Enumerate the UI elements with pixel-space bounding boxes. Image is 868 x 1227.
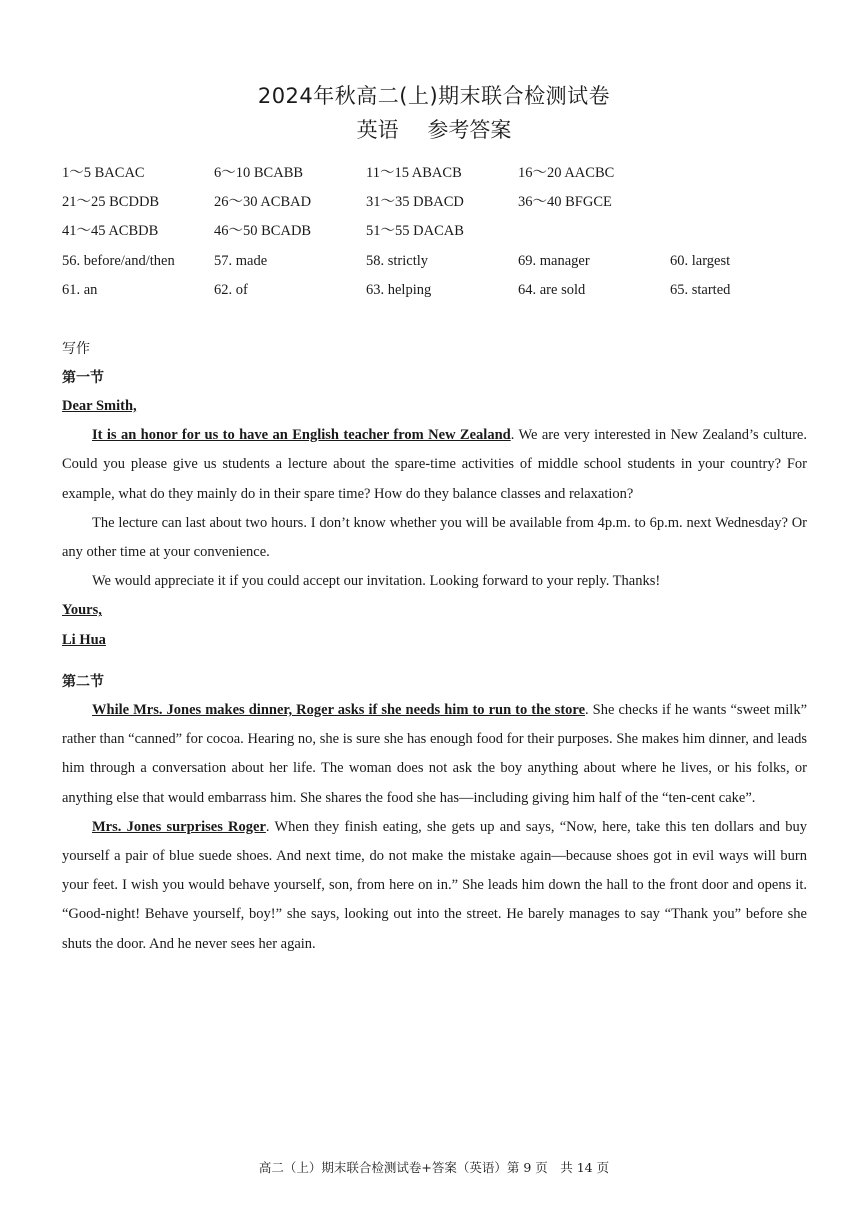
answer-row xyxy=(62,279,822,308)
letter-essay xyxy=(62,392,807,655)
story-paragraph-2-opening: Mrs. Jones surprises Roger xyxy=(92,818,266,835)
answer-cell: 21～25 BCDDB xyxy=(62,194,160,211)
story-paragraph-1 xyxy=(62,696,807,813)
story-paragraph-2-body: . When they finish eating, she gets up and says, “Now, here, take this ten dollars and buy yourself a pair of blue suede shoes. And next time, do not make the mistake again—because shoes got in evil ways will burn your feet. I wish you would behave yourself, son, from here on in.” She leads him down the hall to the front door and opens it. “Good-night! Behave yourself, boy!” she says, looking out into the street. He barely manages to say “Thank you” before she shuts the door. And he never sees her again. xyxy=(62,818,807,952)
answer-cell xyxy=(670,220,822,249)
subject-label: 英语 xyxy=(356,118,399,142)
answer-cell: 41～45 ACBDB xyxy=(62,223,159,240)
page-title: 2024年秋高二(上)期末联合检测试卷 xyxy=(257,84,611,108)
answer-row xyxy=(62,191,822,220)
letter-signature: Li Hua xyxy=(62,631,106,648)
answer-cell: 69. manager xyxy=(518,252,590,269)
page-footer: 高二（上）期末联合检测试卷+答案（英语）第 9 页 共 14 页 xyxy=(258,1160,610,1175)
answer-cell: 64. are sold xyxy=(518,281,586,298)
answer-cell: 63. helping xyxy=(366,281,432,298)
answer-cell: 58. strictly xyxy=(366,252,429,269)
answer-cell: 61. an xyxy=(62,281,98,298)
letter-paragraph-3: We would appreciate it if you could accept our invitation. Looking forward to your reply. Thanks! xyxy=(92,573,661,590)
page-subtitle xyxy=(0,114,868,144)
letter-paragraph-2: The lecture can last about two hours. I don’t know whether you will be available from 4p.m. to 6p.m. next Wednesday? Or any other time at your convenience. xyxy=(62,514,807,561)
story-paragraph-1-opening: While Mrs. Jones makes dinner, Roger asks if she needs him to run to the store xyxy=(92,702,586,718)
story-paragraph-2 xyxy=(62,813,807,959)
answer-key-label: 参考答案 xyxy=(427,118,512,142)
answer-cell: 1～5 BACAC xyxy=(62,165,145,181)
writing-heading: 写作 xyxy=(62,341,90,357)
answer-cell: 60. largest xyxy=(670,252,731,269)
answer-cell: 6～10 BCABB xyxy=(214,165,304,181)
answer-cell: 36～40 BFGCE xyxy=(518,194,612,211)
answer-grid xyxy=(62,162,822,308)
letter-closing: Yours, xyxy=(62,602,102,619)
answer-cell: 51～55 DACAB xyxy=(366,223,464,240)
answer-cell: 11～15 ABACB xyxy=(366,165,462,181)
answer-row xyxy=(62,162,822,191)
letter-topic-sentence: It is an honor for us to have an English teacher from New Zealand xyxy=(92,427,511,444)
continuation-essay xyxy=(62,696,807,959)
answer-cell: 46～50 BCADB xyxy=(214,223,312,240)
answer-cell xyxy=(670,191,822,220)
answer-cell: 26～30 ACBAD xyxy=(214,194,312,211)
section2-heading: 第二节 xyxy=(62,674,104,690)
answer-cell: 56. before/and/then xyxy=(62,252,175,269)
letter-paragraph-1-body: . We are very interested in New Zealand’s culture. Could you please give us students a lecture about the spare-time activities of middle school students in your country? For example, what do they mainly do in their spare time? How do they balance classes and relaxation? xyxy=(62,427,807,502)
section1-heading: 第一节 xyxy=(62,370,104,386)
letter-paragraph-1 xyxy=(62,421,807,509)
story-paragraph-1-body: . She checks if he wants “sweet milk” rather than “canned” for cocoa. Hearing no, she is sure she has enough food for their purposes. She makes him dinner, and leads him through a conversation about her life. The woman does not ask the boy anything about where he lives, or his folks, or anything else that would embarrass him. She shares the food she has—including giving him half of the “ten-cent cake”. xyxy=(62,702,808,806)
letter-salutation: Dear Smith, xyxy=(62,398,137,414)
answer-cell xyxy=(670,162,822,191)
answer-cell xyxy=(518,220,670,249)
answer-cell: 16～20 AACBC xyxy=(518,165,615,181)
answer-cell: 65. started xyxy=(670,281,731,298)
answer-row xyxy=(62,220,822,249)
answer-cell: 57. made xyxy=(214,252,268,269)
answer-cell: 62. of xyxy=(214,281,248,298)
answer-row xyxy=(62,250,822,279)
answer-cell: 31～35 DBACD xyxy=(366,194,464,211)
